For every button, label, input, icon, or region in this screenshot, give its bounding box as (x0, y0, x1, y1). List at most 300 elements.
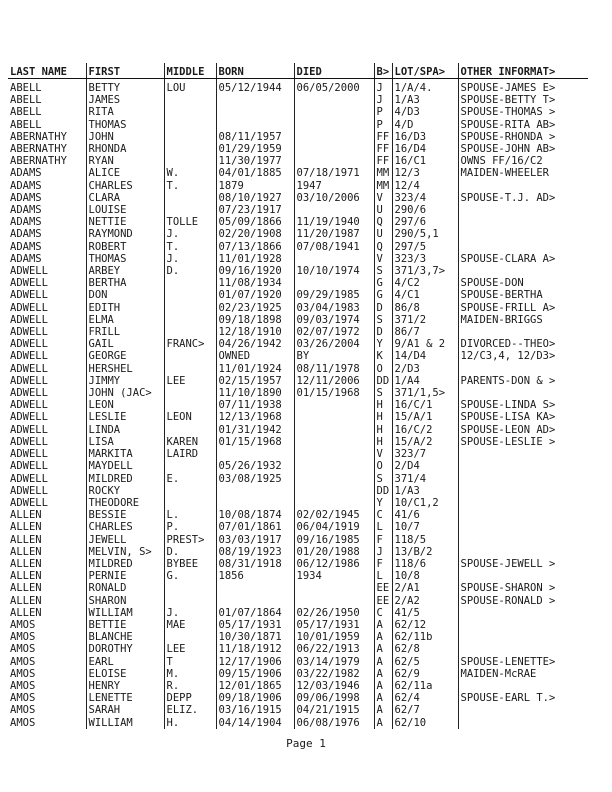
cell-born: 12/18/1910 (216, 326, 294, 338)
cell-block: P (374, 119, 392, 131)
column-header-last-name: LAST NAME (8, 63, 86, 79)
cell-middle (164, 106, 216, 118)
cell-first: FRILL (86, 326, 164, 338)
table-row (8, 253, 588, 265)
table-row (8, 338, 588, 350)
cell-first: JAMES (86, 94, 164, 106)
cell-other-info: SPOUSE-LENETTE> (458, 656, 588, 668)
cell-middle: L. (164, 509, 216, 521)
cell-last-name: ADWELL (10, 435, 48, 448)
cell-block: FF (374, 143, 392, 155)
cell-first: MILDRED (86, 473, 164, 485)
cell-died: 02/26/1950 (294, 607, 374, 619)
cell-first: WILLIAM (86, 607, 164, 619)
cell-block: V (374, 253, 392, 265)
cell-last-name: ADWELL (10, 472, 48, 485)
cell-died: 10/10/1974 (294, 265, 374, 277)
cell-last-name: ADAMS (10, 204, 42, 217)
cell-last-name: ALLEN (10, 545, 42, 558)
cell-born: 12/13/1968 (216, 411, 294, 423)
cell-last-name: AMOS (10, 716, 36, 729)
column-header-block: B> (374, 63, 392, 79)
table-row (8, 155, 588, 167)
cell-middle (164, 155, 216, 167)
cell-other-info (458, 607, 588, 619)
page-number: Page 1 (286, 737, 326, 750)
cell-born: 03/08/1925 (216, 473, 294, 485)
cell-other-info (458, 497, 588, 509)
cell-born: 03/16/1915 (216, 704, 294, 716)
cell-born: 02/23/1925 (216, 302, 294, 314)
column-header-first: FIRST (86, 63, 164, 79)
cell-middle (164, 302, 216, 314)
cell-block: U (374, 228, 392, 240)
cell-middle: MAE (164, 619, 216, 631)
cell-other-info: SPOUSE-LINDA S> (458, 399, 588, 411)
table-row (8, 326, 588, 338)
cell-born: 02/15/1957 (216, 375, 294, 387)
cell-other-info: SPOUSE-LESLIE > (458, 436, 588, 448)
cell-first: JOHN (JAC> (86, 387, 164, 399)
cell-last-name: ADWELL (10, 338, 48, 351)
cell-born (216, 497, 294, 509)
column-header-other-info: OTHER INFORMAT> (458, 63, 588, 79)
cell-other-info (458, 534, 588, 546)
cell-died (294, 253, 374, 265)
cell-last-name: ADAMS (10, 167, 42, 180)
cell-block: S (374, 265, 392, 277)
cell-died (294, 131, 374, 143)
cell-last-name: ADWELL (10, 411, 48, 424)
cell-died (294, 497, 374, 509)
cell-born: 05/26/1932 (216, 460, 294, 472)
cell-first: CHARLES (86, 521, 164, 533)
cell-died: 03/14/1979 (294, 656, 374, 668)
cell-lot-space: 12/3 (392, 167, 458, 179)
table-row (8, 424, 588, 436)
cell-born: 09/18/1906 (216, 692, 294, 704)
table-row (8, 497, 588, 509)
cell-middle: H. (164, 717, 216, 729)
cell-died (294, 399, 374, 411)
cell-died (294, 204, 374, 216)
cell-lot-space: 62/10 (392, 717, 458, 729)
table-row (8, 668, 588, 680)
table-row (8, 546, 588, 558)
cell-born: 11/01/1924 (216, 363, 294, 375)
cell-middle: R. (164, 680, 216, 692)
cell-block: S (374, 387, 392, 399)
cell-other-info (458, 241, 588, 253)
table-row (8, 143, 588, 155)
cell-lot-space: 4/D (392, 119, 458, 131)
cell-born: 08/19/1923 (216, 546, 294, 558)
cell-died (294, 411, 374, 423)
cell-block: F (374, 534, 392, 546)
cell-born: 08/31/1918 (216, 558, 294, 570)
cell-block: V (374, 448, 392, 460)
cell-block: G (374, 277, 392, 289)
table-row (8, 277, 588, 289)
cell-died (294, 485, 374, 497)
cell-block: A (374, 680, 392, 692)
cell-born: 05/12/1944 (216, 79, 294, 95)
table-row (8, 131, 588, 143)
cell-born: 04/14/1904 (216, 717, 294, 729)
cell-born: 09/15/1906 (216, 668, 294, 680)
cell-died: 06/04/1919 (294, 521, 374, 533)
table-row (8, 180, 588, 192)
cell-middle (164, 595, 216, 607)
cell-died: 11/20/1987 (294, 228, 374, 240)
cell-died: 03/04/1983 (294, 302, 374, 314)
cell-lot-space: 2/A2 (392, 595, 458, 607)
table-row (8, 631, 588, 643)
cell-born: 12/01/1865 (216, 680, 294, 692)
table-row (8, 265, 588, 277)
cell-middle: FRANC> (164, 338, 216, 350)
cell-middle (164, 350, 216, 362)
cell-last-name: ALLEN (10, 557, 42, 570)
cell-first: DOROTHY (86, 643, 164, 655)
cell-died: 1947 (294, 180, 374, 192)
cell-died: 03/10/2006 (294, 192, 374, 204)
table-row (8, 656, 588, 668)
cell-died: 10/01/1959 (294, 631, 374, 643)
cell-other-info (458, 717, 588, 729)
cell-born: 11/08/1934 (216, 277, 294, 289)
cell-born: 1879 (216, 180, 294, 192)
cell-block: H (374, 436, 392, 448)
cell-first: LISA (86, 436, 164, 448)
cell-block: Y (374, 338, 392, 350)
cell-lot-space: 16/C/1 (392, 399, 458, 411)
cell-born (216, 582, 294, 594)
cell-block: P (374, 106, 392, 118)
cell-last-name: ABERNATHY (10, 155, 67, 168)
cell-first: LENETTE (86, 692, 164, 704)
cell-lot-space: 4/C2 (392, 277, 458, 289)
cell-born: 09/16/1920 (216, 265, 294, 277)
cell-first: ARBEY (86, 265, 164, 277)
cell-first: MELVIN, S> (86, 546, 164, 558)
cell-other-info: PARENTS-DON & > (458, 375, 588, 387)
cell-first: RHONDA (86, 143, 164, 155)
cell-block: H (374, 399, 392, 411)
cell-block: DD (374, 375, 392, 387)
table-row (8, 204, 588, 216)
table-row (8, 692, 588, 704)
cell-other-info: SPOUSE-JEWELL > (458, 558, 588, 570)
cell-block: V (374, 192, 392, 204)
cell-middle (164, 582, 216, 594)
cell-last-name: ABELL (10, 106, 42, 119)
table-row (8, 436, 588, 448)
cell-born: 02/20/1908 (216, 228, 294, 240)
cell-last-name: ADWELL (10, 496, 48, 509)
cell-last-name: AMOS (10, 679, 36, 692)
cell-middle: BYBEE (164, 558, 216, 570)
cell-first: BETTY (86, 79, 164, 95)
cell-last-name: ADWELL (10, 277, 48, 290)
cell-other-info: SPOUSE-LISA KA> (458, 411, 588, 423)
cell-lot-space: 371/1,5> (392, 387, 458, 399)
cell-died: 02/07/1972 (294, 326, 374, 338)
cell-other-info (458, 546, 588, 558)
cell-died: 08/11/1978 (294, 363, 374, 375)
cell-other-info (458, 704, 588, 716)
cell-died: 09/29/1985 (294, 289, 374, 301)
cell-last-name: ADWELL (10, 448, 48, 461)
cell-first: BETTIE (86, 619, 164, 631)
cell-lot-space: 86/7 (392, 326, 458, 338)
cell-middle: W. (164, 167, 216, 179)
cell-other-info (458, 619, 588, 631)
cell-last-name: AMOS (10, 704, 36, 717)
cell-lot-space: 290/6 (392, 204, 458, 216)
cell-last-name: ADWELL (10, 265, 48, 278)
cell-middle: D. (164, 546, 216, 558)
cell-died: 01/15/1968 (294, 387, 374, 399)
cell-lot-space: 62/12 (392, 619, 458, 631)
cell-middle (164, 204, 216, 216)
cell-died: 1934 (294, 570, 374, 582)
cell-first: LEON (86, 399, 164, 411)
cell-lot-space: 16/C/2 (392, 424, 458, 436)
cell-block: A (374, 717, 392, 729)
cell-last-name: AMOS (10, 618, 36, 631)
cell-block: D (374, 326, 392, 338)
cell-born: 03/03/1917 (216, 534, 294, 546)
cell-last-name: ALLEN (10, 582, 42, 595)
cell-last-name: ALLEN (10, 570, 42, 583)
cell-lot-space: 323/4 (392, 192, 458, 204)
cell-block: O (374, 460, 392, 472)
cell-first: HERSHEL (86, 363, 164, 375)
cell-born: 07/01/1861 (216, 521, 294, 533)
cell-other-info (458, 509, 588, 521)
cell-first: EDITH (86, 302, 164, 314)
cell-middle (164, 277, 216, 289)
cell-lot-space: 12/4 (392, 180, 458, 192)
cell-block: J (374, 94, 392, 106)
cell-born: OWNED (216, 350, 294, 362)
cell-first: SHARON (86, 595, 164, 607)
cell-lot-space: 118/5 (392, 534, 458, 546)
cell-died: 04/21/1915 (294, 704, 374, 716)
cell-born: 10/08/1874 (216, 509, 294, 521)
cell-block: S (374, 473, 392, 485)
cell-died (294, 94, 374, 106)
table-row (8, 192, 588, 204)
table-row (8, 399, 588, 411)
cell-lot-space: 290/5,1 (392, 228, 458, 240)
table-row (8, 216, 588, 228)
cell-block: J (374, 546, 392, 558)
cell-first: ELMA (86, 314, 164, 326)
cell-last-name: AMOS (10, 692, 36, 705)
cell-block: FF (374, 131, 392, 143)
cell-first: LESLIE (86, 411, 164, 423)
cell-last-name: ADAMS (10, 228, 42, 241)
cell-lot-space: 2/D4 (392, 460, 458, 472)
cell-died: 11/19/1940 (294, 216, 374, 228)
cell-middle: E. (164, 473, 216, 485)
cell-first: ROBERT (86, 241, 164, 253)
cell-other-info: SPOUSE-LEON AD> (458, 424, 588, 436)
cell-other-info (458, 216, 588, 228)
cell-other-info: 12/C3,4, 12/D3> (458, 350, 588, 362)
cell-last-name: ADWELL (10, 460, 48, 473)
table-row (8, 314, 588, 326)
cell-other-info: SPOUSE-JOHN AB> (458, 143, 588, 155)
table-row (8, 595, 588, 607)
cell-middle: J. (164, 253, 216, 265)
cell-block: Q (374, 241, 392, 253)
cell-first: BESSIE (86, 509, 164, 521)
table-row (8, 411, 588, 423)
cell-last-name: ABELL (10, 82, 42, 94)
cell-born: 11/01/1928 (216, 253, 294, 265)
cell-other-info: MAIDEN-BRIGGS (458, 314, 588, 326)
cell-middle (164, 424, 216, 436)
cell-first: BLANCHE (86, 631, 164, 643)
table-row (8, 704, 588, 716)
cell-last-name: ABERNATHY (10, 130, 67, 143)
cell-middle (164, 387, 216, 399)
cell-last-name: ADWELL (10, 301, 48, 314)
cell-block: H (374, 411, 392, 423)
cell-lot-space: 323/7 (392, 448, 458, 460)
cell-first: THOMAS (86, 253, 164, 265)
cell-lot-space: 1/A3 (392, 94, 458, 106)
cell-block: A (374, 668, 392, 680)
cell-lot-space: 371/2 (392, 314, 458, 326)
cell-born (216, 119, 294, 131)
cell-middle: D. (164, 265, 216, 277)
cell-died (294, 143, 374, 155)
cell-other-info: SPOUSE-THOMAS > (458, 106, 588, 118)
cell-block: S (374, 314, 392, 326)
cell-died (294, 106, 374, 118)
table-row (8, 289, 588, 301)
cell-last-name: ABERNATHY (10, 143, 67, 156)
cell-lot-space: 16/D3 (392, 131, 458, 143)
cell-lot-space: 62/9 (392, 668, 458, 680)
cell-block: L (374, 521, 392, 533)
column-header-middle: MIDDLE (164, 63, 216, 79)
cell-middle: PREST> (164, 534, 216, 546)
cell-last-name: AMOS (10, 667, 36, 680)
cell-lot-space: 41/6 (392, 509, 458, 521)
cell-other-info: DIVORCED--THEO> (458, 338, 588, 350)
cell-lot-space: 16/D4 (392, 143, 458, 155)
cell-last-name: ADAMS (10, 252, 42, 265)
cell-other-info: SPOUSE-T.J. AD> (458, 192, 588, 204)
cell-first: DON (86, 289, 164, 301)
cell-lot-space: 62/11b (392, 631, 458, 643)
table-row (8, 619, 588, 631)
table-row (8, 375, 588, 387)
cell-middle: LOU (164, 79, 216, 95)
cell-middle: ELIZ. (164, 704, 216, 716)
table-row (8, 534, 588, 546)
table-row (8, 94, 588, 106)
cell-middle (164, 485, 216, 497)
cell-died: 06/08/1976 (294, 717, 374, 729)
cell-died: 03/22/1982 (294, 668, 374, 680)
cell-lot-space: 4/D3 (392, 106, 458, 118)
cell-last-name: ABELL (10, 94, 42, 107)
cell-first: MILDRED (86, 558, 164, 570)
cell-lot-space: 62/8 (392, 643, 458, 655)
cell-died: 06/12/1986 (294, 558, 374, 570)
cell-born: 08/11/1957 (216, 131, 294, 143)
cell-died (294, 595, 374, 607)
cell-middle: T (164, 656, 216, 668)
cell-last-name: ADWELL (10, 484, 48, 497)
cell-last-name: ALLEN (10, 533, 42, 546)
cell-block: L (374, 570, 392, 582)
cell-first: JEWELL (86, 534, 164, 546)
cell-other-info: SPOUSE-EARL T.> (458, 692, 588, 704)
column-header-born: BORN (216, 63, 294, 79)
table-row (8, 558, 588, 570)
cell-other-info (458, 180, 588, 192)
cell-lot-space: 2/D3 (392, 363, 458, 375)
cell-other-info (458, 387, 588, 399)
cell-died: 01/20/1988 (294, 546, 374, 558)
cell-middle: TOLLE (164, 216, 216, 228)
cell-last-name: ADWELL (10, 350, 48, 363)
burial-records-table (8, 63, 588, 729)
cell-lot-space: 14/D4 (392, 350, 458, 362)
cell-died: 02/02/1945 (294, 509, 374, 521)
cell-block: Q (374, 216, 392, 228)
cell-other-info: SPOUSE-RITA AB> (458, 119, 588, 131)
cell-lot-space: 2/A1 (392, 582, 458, 594)
cell-first: JOHN (86, 131, 164, 143)
cell-first: EARL (86, 656, 164, 668)
cell-born (216, 485, 294, 497)
cell-born: 07/23/1917 (216, 204, 294, 216)
cell-lot-space: 371/3,7> (392, 265, 458, 277)
cell-last-name: ALLEN (10, 594, 42, 607)
cell-born: 05/17/1931 (216, 619, 294, 631)
column-header-row (8, 63, 588, 79)
cell-first: RITA (86, 106, 164, 118)
cell-lot-space: 62/11a (392, 680, 458, 692)
cell-lot-space: 41/5 (392, 607, 458, 619)
table-row (8, 607, 588, 619)
cell-middle (164, 460, 216, 472)
cell-other-info (458, 460, 588, 472)
cell-lot-space: 13/B/2 (392, 546, 458, 558)
cell-block: DD (374, 485, 392, 497)
cell-lot-space: 9/A1 & 2 (392, 338, 458, 350)
cell-died (294, 277, 374, 289)
cell-first: PERNIE (86, 570, 164, 582)
cell-middle: J. (164, 607, 216, 619)
cell-lot-space: 15/A/1 (392, 411, 458, 423)
cell-block: A (374, 643, 392, 655)
table-row (8, 680, 588, 692)
cell-block: A (374, 656, 392, 668)
cell-lot-space: 297/6 (392, 216, 458, 228)
cell-first: CLARA (86, 192, 164, 204)
cell-block: K (374, 350, 392, 362)
cell-born (216, 448, 294, 460)
